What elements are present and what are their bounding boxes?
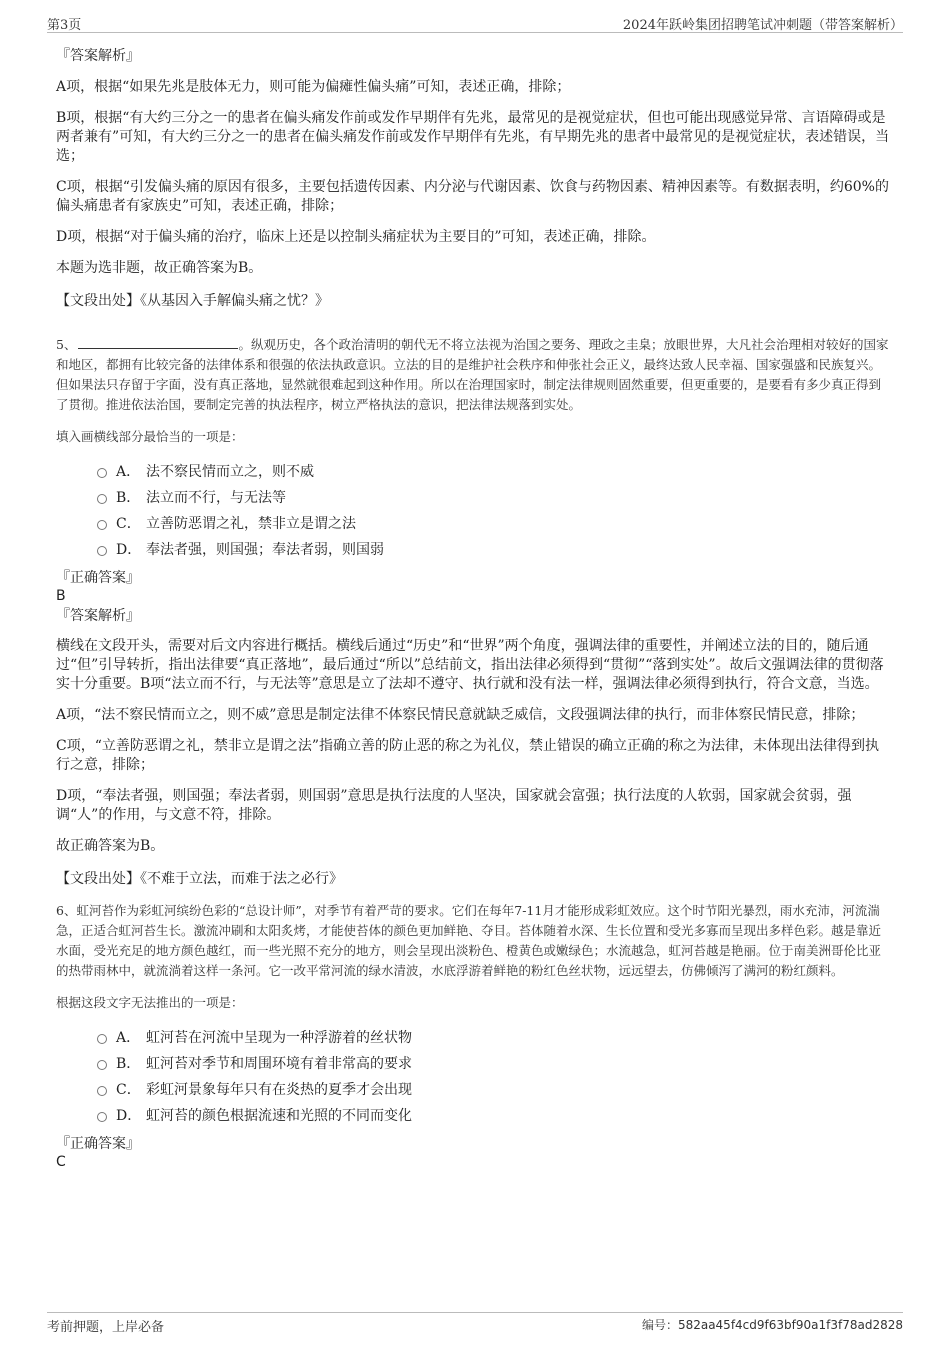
document-id: 编号：582aa45f4cd9f63bf90a1f3f78ad2828	[641, 1318, 903, 1332]
q6-answer-label: 『正确答案』	[56, 1136, 140, 1152]
q6-option-a[interactable]: A． 虹河苔在河流中呈现为一种浮游着的丝状物	[56, 1025, 892, 1051]
q5-option-a[interactable]: A． 法不察民情而立之，则不威	[56, 459, 892, 485]
q5-option-b[interactable]: B． 法立而不行，与无法等	[56, 485, 892, 511]
q4-conclusion: 本题为选非题，故正确答案为B。	[56, 260, 263, 276]
q5-analysis-label: 『答案解析』	[56, 608, 140, 624]
q6-option-b[interactable]: B． 虹河苔对季节和周围环境有着非常高的要求	[56, 1051, 892, 1077]
q5-conclusion: 故正确答案为B。	[56, 838, 165, 854]
q5-answer-label: 『正确答案』	[56, 570, 140, 586]
q6-stem: 6、虹河苔作为彩虹河缤纷色彩的“总设计师”，对季节有着严苛的要求。它们在每年7-11月才能形成彩虹效应。这个时节阳光暴烈，雨水充沛，河流湍急，正适合虹河苔生长。激流冲刷和太阳炙烤，才能使苔体的颜色更加鲜艳、夺目。苔体随着水深、生长位置和受光多寡而呈现出多样色彩。越是靠近水面，受光充足的地方颜色越红，而一些光照不充分的地方，则会呈现出淡粉色、橙黄色或嫩绿色；水流越急，虹河苔越是艳丽。位于南美洲哥伦比亚的热带雨林中，就流淌着这样一条河。它一改平常河流的绿水清波，水底浮游着鲜艳的粉红色丝状物，远远望去，仿佛倾泻了满河的粉红颜料。	[56, 903, 882, 978]
radio-icon[interactable]	[97, 1034, 107, 1044]
radio-icon[interactable]	[97, 546, 107, 556]
q6-answer: C	[56, 1154, 66, 1170]
radio-icon[interactable]	[97, 494, 107, 504]
radio-icon[interactable]	[97, 1060, 107, 1070]
page-header	[47, 12, 903, 33]
q5-answer: B	[56, 588, 66, 604]
q5-analysis-d: D项，“奉法者强，则国强；奉法者弱，则国弱”意思是执行法度的人坚决，国家就会富强；执行法度的人软弱，国家就会贫弱，强调“人”的作用，与文意不符，排除。	[56, 788, 852, 823]
footer-slogan: 考前押题，上岸必备	[47, 1320, 165, 1335]
q5-option-c[interactable]: C． 立善防恶谓之礼，禁非立是谓之法	[56, 511, 892, 537]
radio-icon[interactable]	[97, 468, 107, 478]
document-title: 2024年跃岭集团招聘笔试冲刺题（带答案解析）	[622, 18, 903, 33]
q5-blank	[78, 335, 238, 349]
q4-source: 【文段出处】《从基因入手解偏头痛之忧？》	[56, 293, 329, 309]
q6-options	[56, 1025, 892, 1129]
q5-prompt: 填入画横线部分最恰当的一项是：	[56, 429, 244, 444]
q5-analysis-a: A项，“法不察民情而立之，则不威”意思是制定法律不体察民情民意就缺乏威信，文段强调法律的执行，而非体察民情民意，排除；	[56, 707, 865, 723]
q5-option-d[interactable]: D． 奉法者强，则国强；奉法者弱，则国弱	[56, 537, 892, 563]
q5-number: 5、	[56, 337, 77, 352]
q4-analysis-c: C项，根据“引发偏头痛的原因有很多，主要包括遗传因素、内分泌与代谢因素、饮食与药物因素、精神因素等。有数据表明，约60%的偏头痛患者有家族史”可知，表述正确，排除；	[56, 179, 889, 214]
radio-icon[interactable]	[97, 520, 107, 530]
q4-analysis-label: 『答案解析』	[56, 48, 140, 64]
page-number: 第3页	[47, 18, 82, 33]
document-body	[56, 46, 892, 1171]
q5-options	[56, 459, 892, 563]
q6-option-d[interactable]: D． 虹河苔的颜色根据流速和光照的不同而变化	[56, 1103, 892, 1129]
q4-analysis-b: B项，根据“有大约三分之一的患者在偏头痛发作前或发作早期伴有先兆，最常见的是视觉症状，但也可能出现感觉异常、言语障碍或是两者兼有”可知，有大约三分之一的患者在偏头痛发作前或发作早期伴有先兆，有早期先兆的患者中最常见的是视觉症状，表述错误，当选；	[56, 110, 890, 164]
page-footer	[47, 1312, 903, 1335]
q4-analysis-a: A项，根据“如果先兆是肢体无力，则可能为偏瘫性偏头痛”可知，表述正确，排除；	[56, 79, 571, 95]
q5-analysis-c: C项，“立善防恶谓之礼，禁非立是谓之法”指确立善的防止恶的称之为礼仪，禁止错误的确立正确的称之为法律，未体现出法律得到执行之意，排除；	[56, 738, 880, 773]
q4-analysis-d: D项，根据“对于偏头痛的治疗，临床上还是以控制头痛症状为主要目的”可知，表述正确，排除。	[56, 229, 656, 245]
q5-text: 。纵观历史，各个政治清明的朝代无不将立法视为治国之要务、理政之圭臬；放眼世界，大凡社会治理相对较好的国家和地区，都拥有比较完备的法律体系和很强的依法执政意识。立法的目的是维护社会秩序和伸张社会正义，最终达致人民幸福、国家强盛和民族复兴。但如果法只存留于字面，没有真正落地，显然就很难起到这种作用。所以在治理国家时，制定法律规则固然重要，但更重要的，是要看有多少真正得到了贯彻。推进依法治国，要制定完善的执法程序，树立严格执法的意识，把法律法规落到实处。	[56, 337, 889, 412]
q5-source: 【文段出处】《不难于立法，而难于法之必行》	[56, 871, 343, 887]
q6-option-c[interactable]: C． 彩虹河景象每年只有在炎热的夏季才会出现	[56, 1077, 892, 1103]
q5-stem	[56, 335, 892, 415]
radio-icon[interactable]	[97, 1086, 107, 1096]
q6-prompt: 根据这段文字无法推出的一项是：	[56, 995, 244, 1010]
q5-analysis-main: 横线在文段开头，需要对后文内容进行概括。横线后通过“历史”和“世界”两个角度，强调法律的重要性，并阐述立法的目的，随后通过“但”引导转折，指出法律要“真正落地”，最后通过“所以”总结前文，指出法律必须得到“贯彻”“落到实处”。故后文强调法律的贯彻落实十分重要。B项“法立而不行，与无法等”意思是立了法却不遵守、执行就和没有法一样，强调法律必须得到执行，符合文意，当选。	[56, 638, 884, 692]
radio-icon[interactable]	[97, 1112, 107, 1122]
